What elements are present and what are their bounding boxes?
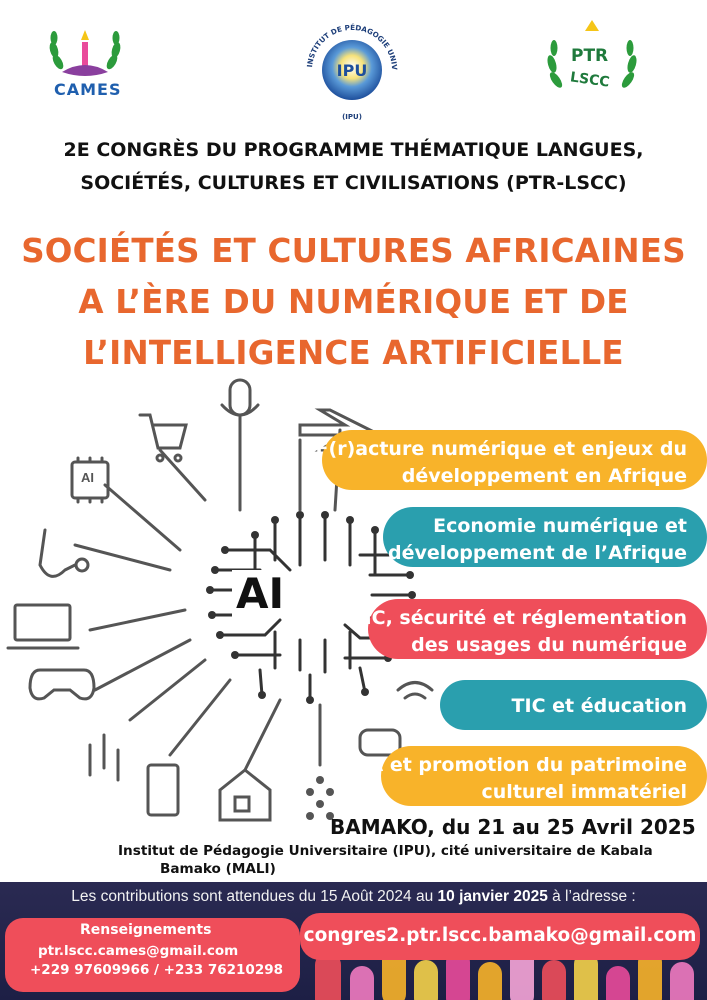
- theme-pill-5: [361, 746, 707, 806]
- theme-pill-4: [440, 680, 707, 730]
- theme-pill-3: [351, 599, 707, 659]
- venue-line-2: Bamako (MALI): [160, 861, 276, 877]
- theme-pill-2: [383, 507, 707, 567]
- house-icon: [220, 770, 270, 820]
- cames-logo: [40, 22, 130, 108]
- congress-title: [0, 134, 707, 200]
- info-email[interactable]: ptr.lscc.cames@gmail.com: [38, 943, 239, 959]
- theme-2-line-1: Economie numérique et: [433, 515, 687, 537]
- laptop-icon: [8, 605, 78, 648]
- theme-3-line-2: des usages du numérique: [411, 634, 687, 656]
- ipu-logo: [296, 18, 408, 122]
- dots-icon: [306, 776, 334, 820]
- main-title-line-2: A L’ÈRE DU NUMÉRIQUE ET DE: [78, 283, 629, 321]
- venue-line-1: Institut de Pédagogie Universitaire (IPU), cité universitaire de Kabala: [118, 843, 653, 859]
- theme-5-line-2: culturel immatériel: [481, 781, 687, 803]
- main-title-line-1: SOCIÉTÉS ET CULTURES AFRICAINES: [21, 232, 686, 270]
- main-title-line-3: L’INTELLIGENCE ARTIFICIELLE: [83, 334, 624, 372]
- main-title: [0, 226, 707, 379]
- gamepad-icon: [30, 670, 94, 699]
- info-phones: +229 97609966 / +233 76210298: [30, 962, 284, 978]
- theme-1-line-2: développement en Afrique: [401, 465, 687, 487]
- lscc-text: LSCC: [569, 69, 611, 91]
- brain-ai-label: AI: [232, 570, 288, 618]
- info-title: Renseignements: [80, 922, 212, 938]
- wifi-icon: [398, 683, 432, 699]
- smartphone-icon: [148, 765, 178, 815]
- theme-5-line-1: IA et promotion du patrimoine: [361, 754, 687, 776]
- deadline-date: 10 janvier 2025: [437, 888, 548, 905]
- deadline-prefix: Les contributions sont attendues du 15 Août 2024 au: [71, 888, 438, 905]
- cames-logo-text: CAMES: [54, 80, 122, 99]
- deadline-text: [0, 888, 707, 906]
- congress-line-1: 2E CONGRÈS DU PROGRAMME THÉMATIQUE LANGUES,: [63, 139, 644, 161]
- ptr-lscc-logo: [546, 18, 638, 114]
- congress-line-2: SOCIÉTÉS, CULTURES ET CIVILISATIONS (PTR-LSCC): [80, 172, 627, 194]
- chip-label: AI: [81, 470, 94, 485]
- ipu-ring-bottom: (IPU): [342, 113, 362, 121]
- deadline-suffix: à l’adresse :: [547, 888, 636, 905]
- svg-text:IPU: IPU: [336, 61, 368, 80]
- submission-email[interactable]: congres2.ptr.lscc.bamako@gmail.com: [300, 913, 700, 960]
- theme-4-line-1: TIC et éducation: [511, 694, 687, 717]
- theme-1-line-1: F(r)acture numérique et enjeux du: [315, 438, 687, 460]
- ipu-ring-text: INSTITUT DE PÉDAGOGIE UNIV: [305, 22, 400, 71]
- candlestick-icon: [90, 735, 118, 780]
- theme-2-line-2: développement de l’Afrique: [387, 542, 687, 564]
- theme-pill-1: [315, 430, 707, 490]
- theme-3-line-1: TIC, sécurité et réglementation: [351, 607, 687, 629]
- stethoscope-icon: [40, 530, 88, 576]
- ptr-text: PTR: [571, 46, 609, 66]
- city-dates: BAMAKO, du 21 au 25 Avril 2025: [330, 815, 696, 839]
- microphone-icon: [222, 380, 258, 415]
